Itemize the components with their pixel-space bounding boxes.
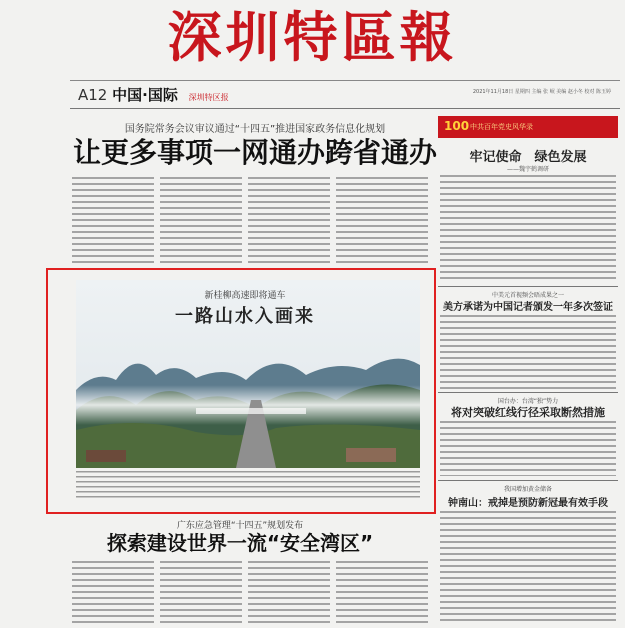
bottom-text-column-3 [248,560,330,624]
section-tag: 深圳特区报 [188,93,229,102]
lead-text-column-4 [336,176,428,264]
sidebar-headline-1: 牢记使命 绿色发展 [469,150,587,165]
sidebar-kicker-2: 中美元首视频会晤成果之一 [491,292,564,299]
sidebar-text-1 [440,174,616,282]
banner-number: 100 [444,119,470,133]
page-section-header [78,84,229,105]
section-rule [70,108,620,109]
photo-kicker: 新桂柳高速即将通车 [204,291,286,301]
masthead-title: 深圳特區報 [167,5,458,69]
sidebar-rule-1 [438,286,618,287]
lead-headline: 让更多事项一网通办跨省通办 [72,136,437,169]
sidebar-kicker-4: 我国增加黄金储备 [503,486,552,493]
sidebar-sub-1: ——魏宇鹤调研 [506,166,549,173]
lead-text-column-3 [248,176,330,264]
header-rule [70,80,620,81]
bottom-text-column-1 [72,560,154,624]
bottom-text-column-4 [336,560,428,624]
lead-text-column-2 [160,176,242,264]
section-name: 中国·国际 [112,86,178,104]
page-number: A12 [78,86,108,104]
photo-caption-text [76,470,420,498]
sidebar-kicker-3: 国台办：台湾“独”势力 [497,398,559,405]
banner-text: 中共百年党史风华录 [470,123,533,131]
dateline: 2021年11月18日 星期四 主编 张 岷 美编 赵小冬 校对 陈玉婷 [472,89,611,95]
sidebar-text-2 [440,314,616,390]
sidebar-headline-3: 将对突破红线行径采取断然措施 [451,406,605,419]
sidebar-headline-4: 钟南山：戒掉是预防新冠最有效手段 [448,498,608,509]
sidebar-headline-2: 美方承诺为中国记者颁发一年多次签证 [443,302,613,313]
lead-text-column-1 [72,176,154,264]
lead-kicker: 国务院常务会议审议通过“十四五”推进国家政务信息化规划 [124,124,386,135]
bottom-kicker: 广东应急管理“十四五”规划发布 [176,521,304,531]
photo-title: 一路山水入画来 [175,306,315,327]
sidebar-text-4 [440,510,616,622]
bottom-text-column-2 [160,560,242,624]
sidebar-rule-2 [438,392,618,393]
sidebar-text-3 [440,420,616,476]
bottom-headline: 探索建设世界一流“安全湾区” [106,531,374,555]
sidebar-rule-3 [438,480,618,481]
